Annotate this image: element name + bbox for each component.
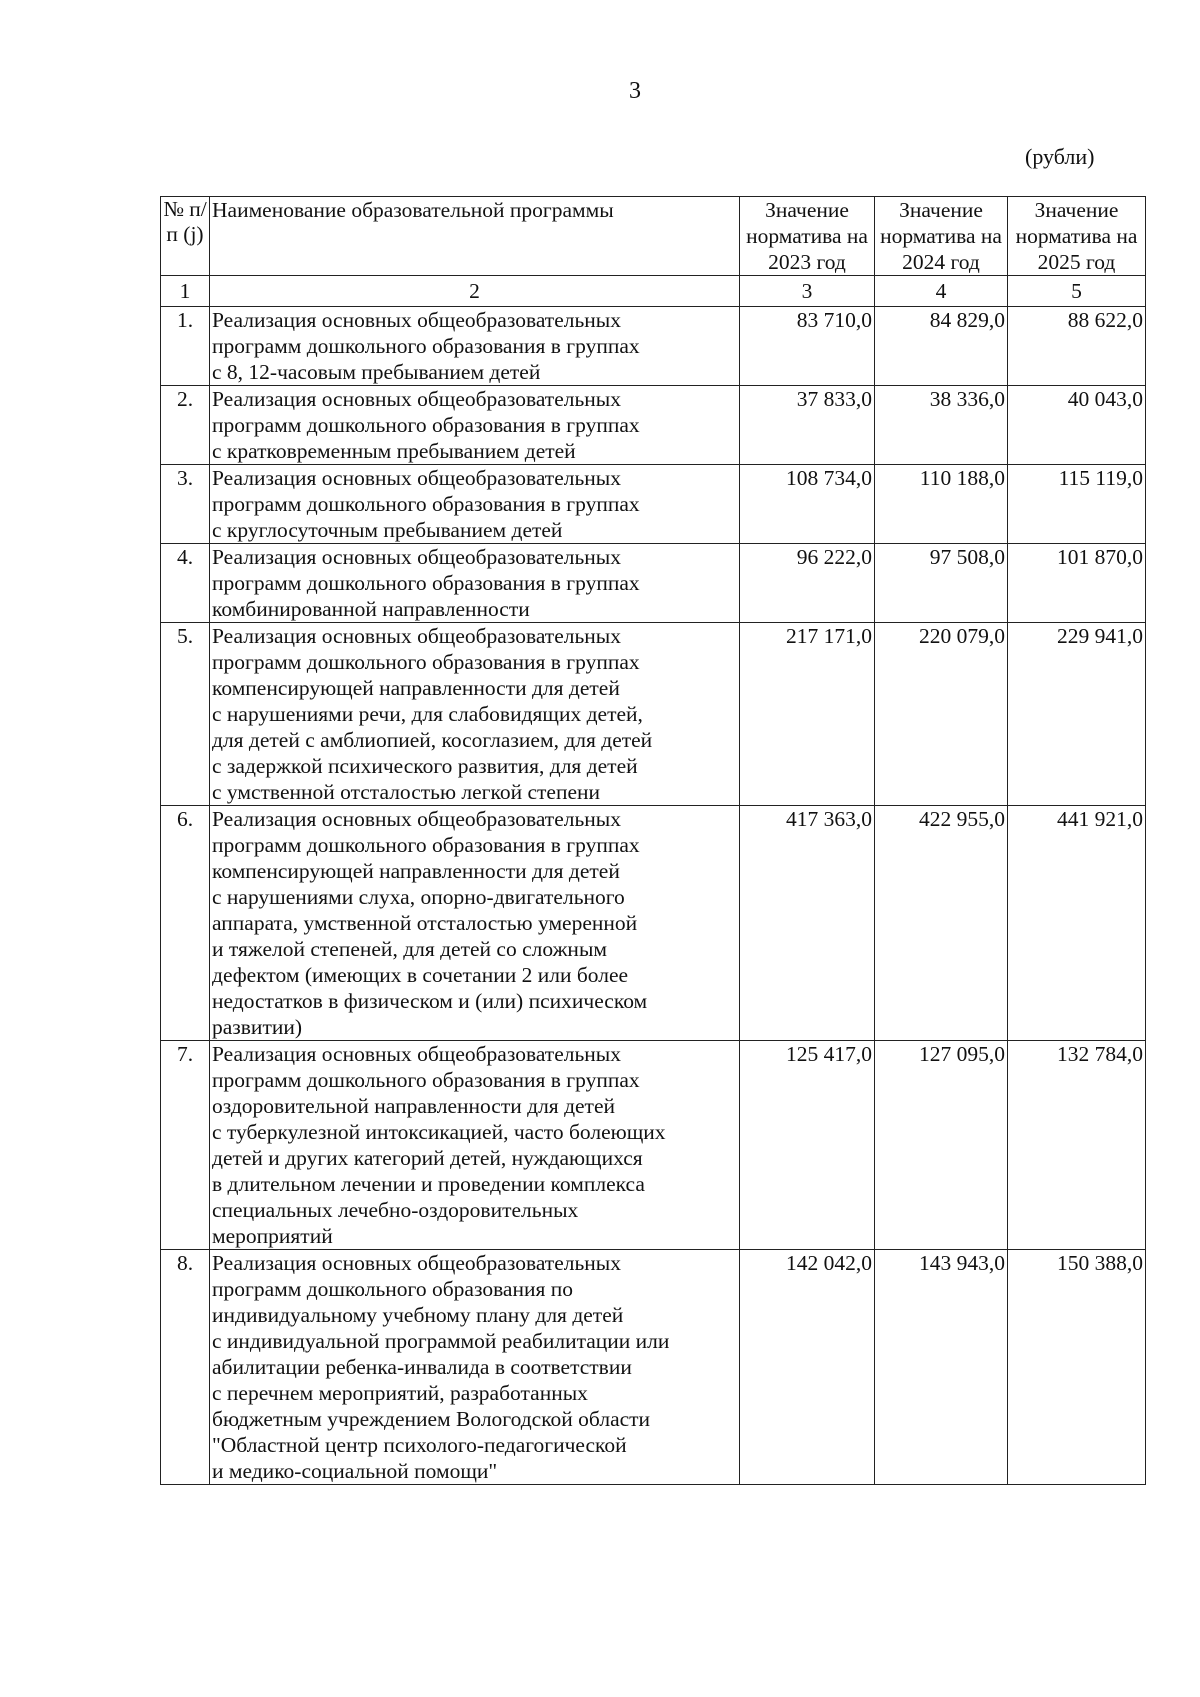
header-2024: Значение норматива на 2024 год [875, 197, 1008, 276]
value-2023: 108 734,0 [740, 465, 875, 544]
table-row [161, 806, 1146, 1041]
column-index: 1 [161, 276, 210, 307]
row-number: 2. [161, 386, 210, 465]
value-2025: 88 622,0 [1008, 307, 1146, 386]
row-number: 7. [161, 1041, 210, 1250]
page-number: 3 [629, 78, 641, 104]
value-2024: 84 829,0 [875, 307, 1008, 386]
program-name: Реализация основных общеобразовательных программ дошкольного образования в группах комбинированной направленности [210, 544, 740, 623]
value-2023: 125 417,0 [740, 1041, 875, 1250]
value-2023: 83 710,0 [740, 307, 875, 386]
program-name: Реализация основных общеобразовательных программ дошкольного образования в группах компенсирующей направленности для детей с нарушениями речи, для слабовидящих детей, для детей с амблиопией, косоглазием, для детей с задержкой психического развития, для детей с умственной отсталостью легкой степени [210, 623, 740, 806]
value-2024: 127 095,0 [875, 1041, 1008, 1250]
header-num: № п/п (j) [161, 197, 210, 276]
row-number: 4. [161, 544, 210, 623]
program-name: Реализация основных общеобразовательных программ дошкольного образования в группах компенсирующей направленности для детей с нарушениями слуха, опорно-двигательного аппарата, умственной отсталостью умеренной и тяжелой степеней, для детей со сложным дефектом (имеющих в сочетании 2 или более недостатков в физическом и (или) психическом развитии) [210, 806, 740, 1041]
value-2023: 37 833,0 [740, 386, 875, 465]
row-number: 5. [161, 623, 210, 806]
value-2024: 110 188,0 [875, 465, 1008, 544]
row-number: 6. [161, 806, 210, 1041]
value-2023: 417 363,0 [740, 806, 875, 1041]
table-row [161, 1041, 1146, 1250]
header-2025: Значение норматива на 2025 год [1008, 197, 1146, 276]
value-2024: 143 943,0 [875, 1250, 1008, 1485]
column-index-row [161, 276, 1146, 307]
value-2025: 132 784,0 [1008, 1041, 1146, 1250]
value-2024: 220 079,0 [875, 623, 1008, 806]
value-2024: 97 508,0 [875, 544, 1008, 623]
row-number: 8. [161, 1250, 210, 1485]
program-name: Реализация основных общеобразовательных программ дошкольного образования в группах с кратковременным пребыванием детей [210, 386, 740, 465]
header-row [161, 197, 1146, 276]
table-row [161, 623, 1146, 806]
value-2025: 115 119,0 [1008, 465, 1146, 544]
table-row [161, 1250, 1146, 1485]
table-row [161, 465, 1146, 544]
value-2025: 150 388,0 [1008, 1250, 1146, 1485]
table-row [161, 544, 1146, 623]
value-2023: 96 222,0 [740, 544, 875, 623]
value-2023: 217 171,0 [740, 623, 875, 806]
column-index: 4 [875, 276, 1008, 307]
table-row [161, 386, 1146, 465]
header-name: Наименование образовательной программы [210, 197, 740, 276]
value-2024: 38 336,0 [875, 386, 1008, 465]
value-2025: 441 921,0 [1008, 806, 1146, 1041]
value-2025: 40 043,0 [1008, 386, 1146, 465]
program-name: Реализация основных общеобразовательных программ дошкольного образования в группах оздоровительной направленности для детей с туберкулезной интоксикацией, часто болеющих детей и других категорий детей, нуждающихся в длительном лечении и проведении комплекса специальных лечебно-оздоровительных мероприятий [210, 1041, 740, 1250]
table-row [161, 307, 1146, 386]
value-2025: 229 941,0 [1008, 623, 1146, 806]
program-name: Реализация основных общеобразовательных программ дошкольного образования в группах с круглосуточным пребыванием детей [210, 465, 740, 544]
column-index: 3 [740, 276, 875, 307]
column-index: 2 [210, 276, 740, 307]
program-name: Реализация основных общеобразовательных программ дошкольного образования по индивидуальному учебному плану для детей с индивидуальной программой реабилитации или абилитации ребенка-инвалида в соответствии с перечнем мероприятий, разработанных бюджетным учреждением Вологодской области "Областной центр психолого-педагогической и медико-социальной помощи" [210, 1250, 740, 1485]
value-2023: 142 042,0 [740, 1250, 875, 1485]
header-2023: Значение норматива на 2023 год [740, 197, 875, 276]
units-label: (рубли) [1025, 144, 1095, 169]
row-number: 1. [161, 307, 210, 386]
row-number: 3. [161, 465, 210, 544]
value-2024: 422 955,0 [875, 806, 1008, 1041]
value-2025: 101 870,0 [1008, 544, 1146, 623]
norms-table [160, 196, 1146, 1485]
column-index: 5 [1008, 276, 1146, 307]
program-name: Реализация основных общеобразовательных программ дошкольного образования в группах с 8, 12-часовым пребыванием детей [210, 307, 740, 386]
